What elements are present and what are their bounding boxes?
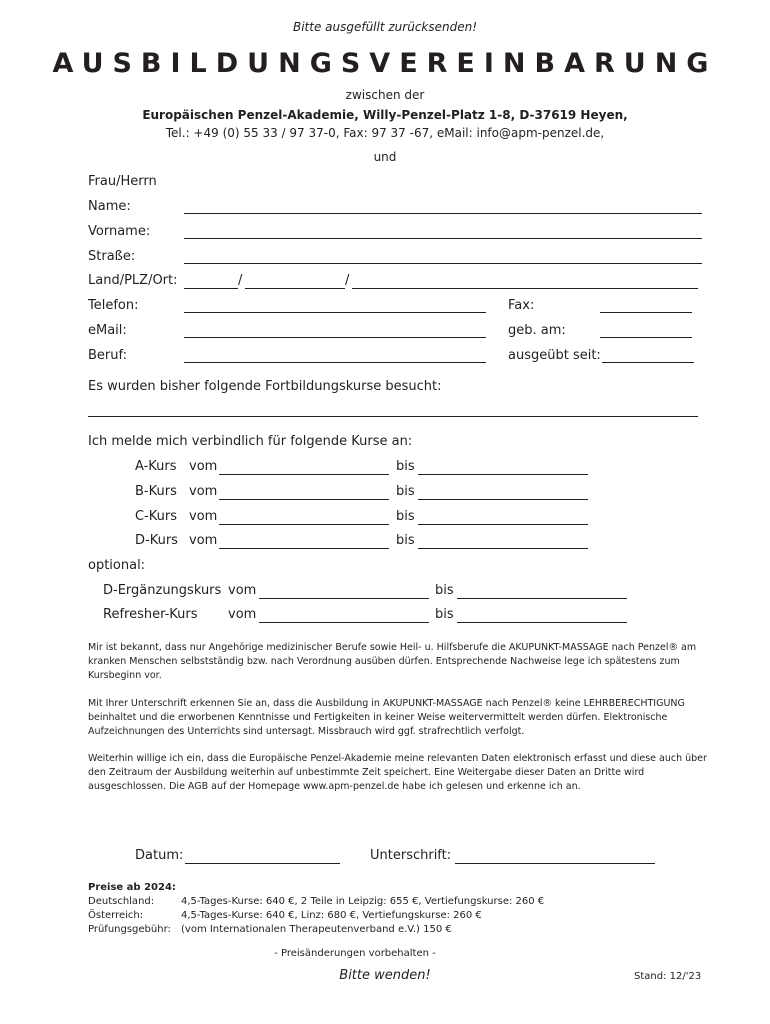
course-to-label: bis	[396, 459, 415, 474]
beruf-field[interactable]	[184, 362, 486, 363]
email-field[interactable]	[184, 337, 486, 338]
course-name: D-Ergänzungskurs	[103, 583, 222, 598]
course-name: C-Kurs	[135, 509, 178, 524]
course-to-field[interactable]	[418, 548, 588, 549]
course-from-field[interactable]	[259, 622, 429, 623]
vorname-field[interactable]	[184, 238, 702, 239]
practiced-since-field[interactable]	[602, 362, 694, 363]
course-from-field[interactable]	[219, 499, 389, 500]
course-name: Refresher-Kurs	[103, 607, 198, 622]
plz-field[interactable]	[245, 288, 345, 289]
land-field[interactable]	[184, 288, 238, 289]
course-from-label: vom	[189, 533, 218, 548]
course-from-label: vom	[189, 484, 218, 499]
price-value: (vom Internationalen Therapeutenverband e.V.) 150 €	[181, 924, 452, 935]
academy-address: Europäischen Penzel-Akademie, Willy-Penzel-Platz 1-8, D-37619 Heyen,	[142, 108, 628, 122]
date-label: Datum:	[135, 848, 184, 863]
course-to-field[interactable]	[418, 499, 588, 500]
course-from-label: vom	[228, 607, 257, 622]
birthdate-field[interactable]	[600, 337, 692, 338]
registration-intro: Ich melde mich verbindlich für folgende Kurse an:	[88, 434, 413, 449]
course-to-label: bis	[396, 533, 415, 548]
plz-separator: /	[345, 273, 350, 288]
telefon-label: Telefon:	[88, 298, 139, 313]
version-stamp: Stand: 12/'23	[634, 971, 702, 982]
fax-label: Fax:	[508, 298, 535, 313]
previous-courses-label: Es wurden bisher folgende Fortbildungskurse besucht:	[88, 379, 442, 394]
and-text: und	[373, 150, 397, 164]
name-field[interactable]	[184, 213, 702, 214]
course-name: B-Kurs	[135, 484, 177, 499]
optional-label: optional:	[88, 558, 146, 573]
fax-field[interactable]	[600, 312, 692, 313]
price-label: Deutschland:	[88, 896, 155, 907]
signature-field[interactable]	[455, 863, 655, 864]
ort-field[interactable]	[352, 288, 698, 289]
strasse-field[interactable]	[184, 263, 702, 264]
signature-label: Unterschrift:	[370, 848, 452, 863]
prices-heading: Preise ab 2024:	[88, 882, 176, 893]
course-to-field[interactable]	[418, 524, 588, 525]
email-label: eMail:	[88, 323, 127, 338]
salutation-label: Frau/Herrn	[88, 174, 157, 189]
telefon-field[interactable]	[184, 312, 486, 313]
please-turn-note: Bitte wenden!	[339, 968, 431, 983]
price-label: Prüfungsgebühr:	[88, 924, 171, 935]
price-value: 4,5-Tages-Kurse: 640 €, Linz: 680 €, Vertiefungskurse: 260 €	[181, 910, 482, 921]
land-plz-ort-label: Land/PLZ/Ort:	[88, 273, 178, 288]
return-note: Bitte ausgefüllt zurücksenden!	[292, 20, 478, 34]
strasse-label: Straße:	[88, 249, 136, 264]
previous-courses-field[interactable]	[88, 416, 698, 417]
between-text: zwischen der	[345, 88, 425, 102]
course-to-label: bis	[435, 607, 454, 622]
course-from-field[interactable]	[259, 598, 429, 599]
legal-paragraph-2: Mit Ihrer Unterschrift erkennen Sie an, dass die Ausbildung in AKUPUNKT-MASSAGE nach Penzel® keine LEHRBERECHTIGUNG beinhaltet und die erworbenen Kenntnisse und Fertigkeiten in keiner Weise weitervermittelt werden dürfen. Elektronische Aufzeichnungen des Unterrichts sind untersagt. Missbrauch wird ggf. strafrechtlich verfolgt.	[88, 698, 685, 737]
date-field[interactable]	[185, 863, 340, 864]
academy-contact: Tel.: +49 (0) 55 33 / 97 37-0, Fax: 97 37 -67, eMail: info@apm-penzel.de,	[165, 126, 605, 140]
price-value: 4,5-Tages-Kurse: 640 €, 2 Teile in Leipzig: 655 €, Vertiefungskurse: 260 €	[181, 896, 545, 907]
course-from-label: vom	[189, 459, 218, 474]
course-name: D-Kurs	[135, 533, 178, 548]
course-to-field[interactable]	[457, 622, 627, 623]
practiced-since-label: ausgeübt seit:	[508, 348, 601, 363]
price-label: Österreich:	[88, 910, 144, 921]
course-to-field[interactable]	[418, 474, 588, 475]
course-name: A-Kurs	[135, 459, 177, 474]
document-title: AUSBILDUNGSVEREINBARUNG	[52, 48, 718, 79]
name-label: Name:	[88, 199, 131, 214]
course-from-field[interactable]	[219, 474, 389, 475]
vorname-label: Vorname:	[88, 224, 151, 239]
beruf-label: Beruf:	[88, 348, 127, 363]
course-from-field[interactable]	[219, 524, 389, 525]
course-to-label: bis	[396, 509, 415, 524]
course-from-field[interactable]	[219, 548, 389, 549]
legal-paragraph-1: Mir ist bekannt, dass nur Angehörige medizinischer Berufe sowie Heil- u. Hilfsberufe die AKUPUNKT-MASSAGE nach Penzel® am kranken Menschen selbstständig bzw. nach Verordnung ausüben dürfen. Entsprechende Nachweise lege ich spätestens zum Kursbeginn vor.	[88, 642, 697, 681]
course-to-label: bis	[396, 484, 415, 499]
course-to-field[interactable]	[457, 598, 627, 599]
price-change-note: - Preisänderungen vorbehalten -	[274, 948, 436, 959]
birthdate-label: geb. am:	[508, 323, 566, 338]
land-separator: /	[238, 273, 243, 288]
course-from-label: vom	[228, 583, 257, 598]
legal-paragraph-3: Weiterhin willige ich ein, dass die Europäische Penzel-Akademie meine relevanten Daten elektronisch erfasst und diese auch über den Zeitraum der Ausbildung weiterhin auf unbestimmte Zeit speichert. Eine Weitergabe dieser Daten an Dritte wird ausgeschlossen. Die AGB auf der Homepage www.apm-penzel.de habe ich gelesen und erkenne ich an.	[88, 753, 707, 792]
course-to-label: bis	[435, 583, 454, 598]
course-from-label: vom	[189, 509, 218, 524]
